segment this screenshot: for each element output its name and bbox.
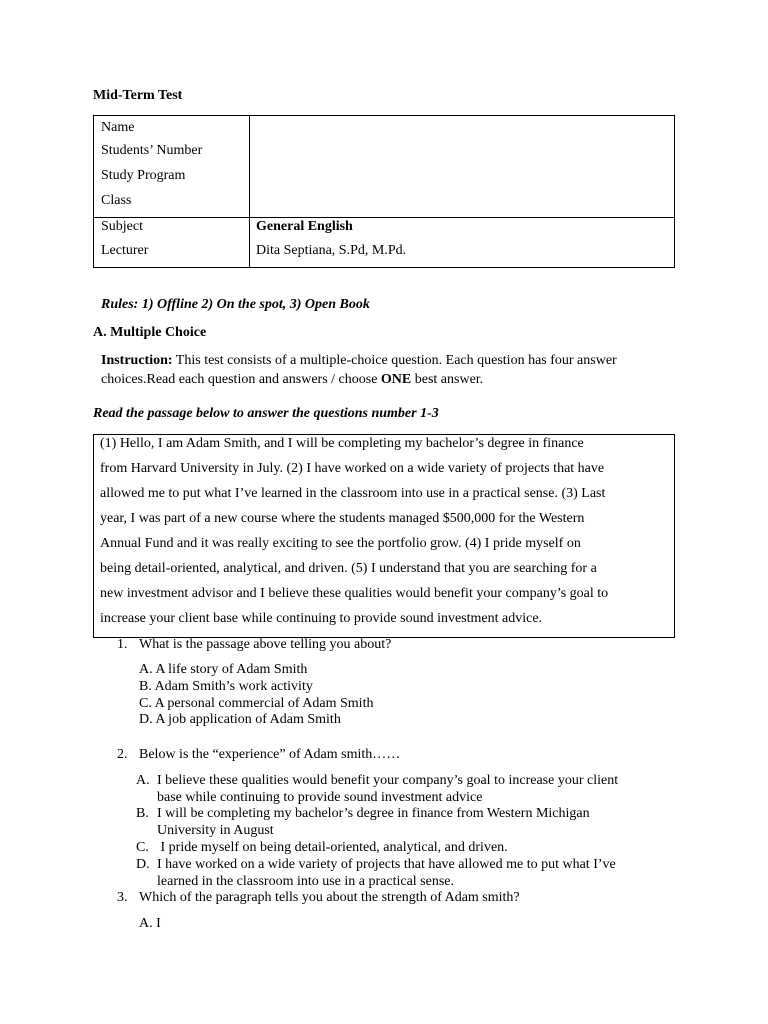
question-1-option-b: B. Adam Smith’s work activity [139,679,313,694]
passage-box [93,434,675,638]
student-number-label: Students’ Number [101,143,203,158]
lecturer-value: Dita Septiana, S.Pd, M.Pd. [256,243,407,258]
option-line: base while continuing to provide sound investment advice [157,789,483,805]
question-1-option-a: A. A life story of Adam Smith [139,662,308,677]
question-2-option-b-letter: B. [136,806,149,821]
option-line: University in August [157,822,274,838]
passage-line: new investment advisor and I believe these qualities would benefit your company’s goal to [100,586,609,601]
student-info-table [93,115,675,268]
subject-label: Subject [101,219,143,234]
name-label: Name [101,120,135,135]
passage-line: from Harvard University in July. (2) I have worked on a wide variety of projects that have [100,461,605,476]
question-2-number: 2. [117,747,128,762]
instruction-text: This test consists of a multiple-choice question. Each question has four answer choices.Read each question and answers / choose [101,353,617,387]
option-line: I believe these qualities would benefit your company’s goal to increase your client [157,773,619,788]
question-3-option-a: A. I [139,916,161,931]
test-rules: Rules: 1) Offline 2) On the spot, 3) Open Book [101,297,370,312]
question-2-option-c-text: I pride myself on being detail-oriented, analytical, and driven. [157,840,508,855]
instruction-emphasis: ONE [380,372,412,387]
question-2-text: Below is the “experience” of Adam smith…… [139,747,401,762]
passage-line: being detail-oriented, analytical, and driven. (5) I understand that you are searching for a [100,561,597,576]
question-1-text: What is the passage above telling you about? [139,637,392,652]
table-divider [249,116,250,267]
section-heading: A. Multiple Choice [93,325,207,340]
table-divider [94,217,674,218]
question-2-option-d-letter: D. [136,857,150,872]
question-2-option-a-letter: A. [136,773,150,788]
subject-value: General English [256,219,353,234]
lecturer-label: Lecturer [101,243,149,258]
option-line: I have worked on a wide variety of projects that have allowed me to put what I’ve [157,857,616,872]
question-3-text: Which of the paragraph tells you about the strength of Adam smith? [139,890,520,905]
question-1-option-c: C. A personal commercial of Adam Smith [139,696,374,711]
passage-heading: Read the passage below to answer the questions number 1-3 [93,406,439,421]
passage-line: year, I was part of a new course where the students managed $500,000 for the Western [100,511,585,526]
option-line: I will be completing my bachelor’s degree in finance from Western Michigan [157,806,590,821]
question-2-option-c-letter: C. [136,840,149,855]
question-2-option-b-text [157,806,677,839]
question-2-option-d-text [157,857,677,890]
page-title: Mid-Term Test [93,88,183,103]
question-1-option-d: D. A job application of Adam Smith [139,712,341,727]
study-program-label: Study Program [101,168,186,183]
instruction-text-end: best answer. [411,372,484,387]
question-2-option-a-text [157,773,677,806]
question-3-number: 3. [117,890,128,905]
passage-line: Annual Fund and it was really exciting to see the portfolio grow. (4) I pride myself on [100,536,581,551]
passage-line: increase your client base while continuing to provide sound investment advice. [100,611,543,626]
class-label: Class [101,193,132,208]
instruction-label: Instruction: [101,353,173,368]
passage-line: (1) Hello, I am Adam Smith, and I will be completing my bachelor’s degree in finance [100,436,584,451]
instruction-paragraph [101,351,671,389]
passage-line: allowed me to put what I’ve learned in the classroom into use in a practical sense. (3) Last [100,486,606,501]
option-line: learned in the classroom into use in a practical sense. [157,873,455,889]
question-1-number: 1. [117,637,128,652]
